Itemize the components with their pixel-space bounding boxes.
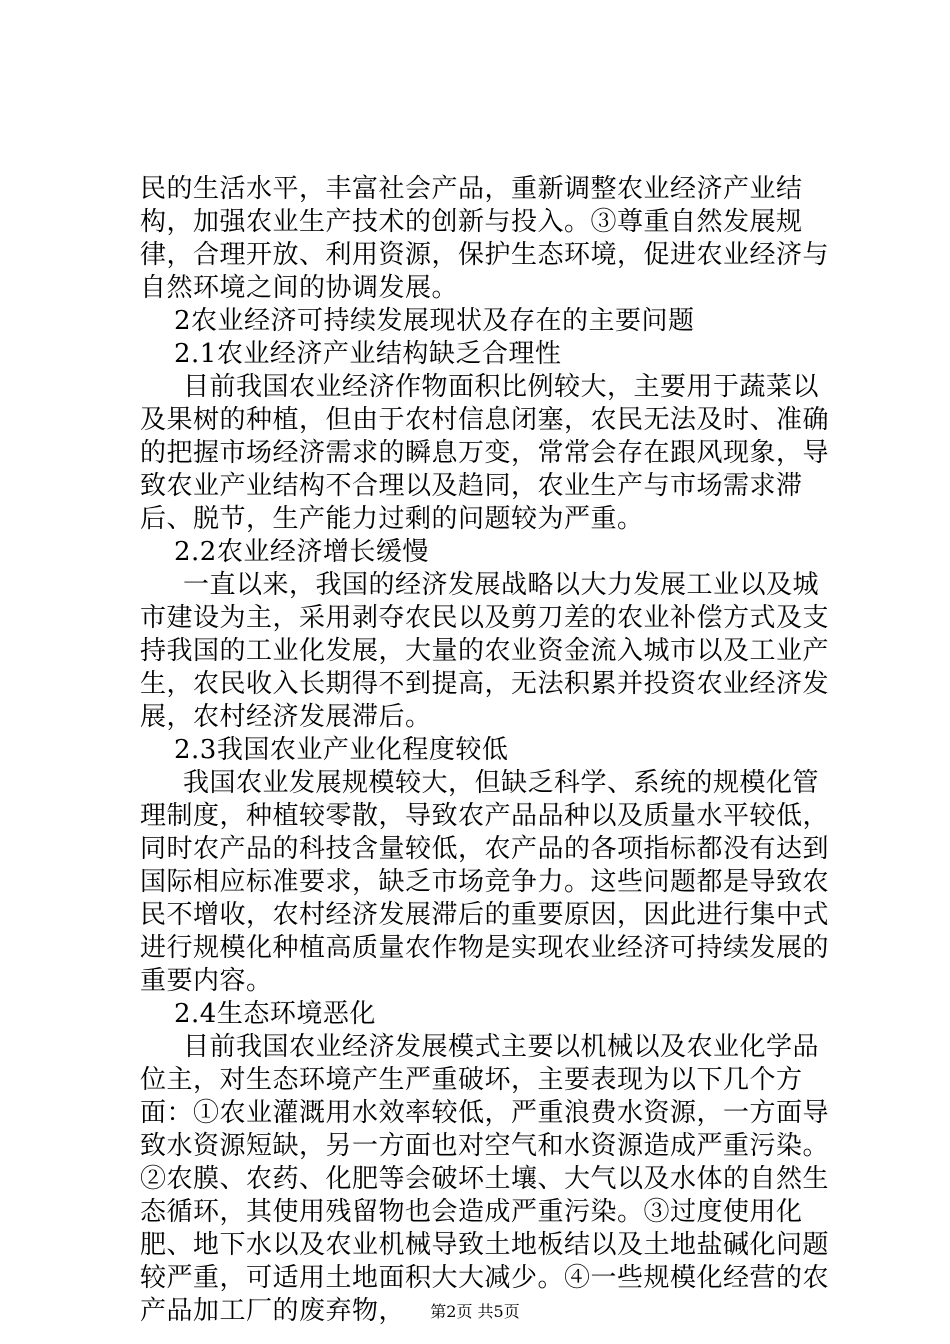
section-heading-2-1: 2.1农业经济产业结构缺乏合理性: [174, 339, 562, 369]
section-heading-2: 2农业经济可持续发展现状及存在的主要问题: [174, 306, 695, 336]
page-footer: 第2页 共5页: [430, 1302, 520, 1321]
section-heading-2-3: 2.3我国农业产业化程度较低: [174, 735, 509, 765]
paragraph-2-3: 我国农业发展规模较大，但缺乏科学、系统的规模化管理制度，种植较零散，导致农产品品种以及质量水平较低，同时农产品的科技含量较低，农产品的各项指标都没有达到国际相应标准要求，缺乏市场竞争力。这些问题都是导致农民不增收，农村经济发展滞后的重要原因，因此进行集中式进行规模化种植高质量农作物是实现农业经济可持续发展的重要内容。: [140, 768, 830, 996]
section-heading-2-4: 2.4生态环境恶化: [174, 999, 376, 1029]
paragraph-2-1: 目前我国农业经济作物面积比例较大，主要用于蔬菜以及果树的种植，但由于农村信息闭塞，农民无法及时、准确的把握市场经济需求的瞬息万变，常常会存在跟风现象，导致农业产业结构不合理以及趋同，农业生产与市场需求滞后、脱节，生产能力过剩的问题较为严重。: [140, 372, 830, 534]
paragraph-2-2: 一直以来，我国的经济发展战略以大力发展工业以及城市建设为主，采用剥夺农民以及剪刀差的农业补偿方式及支持我国的工业化发展，大量的农业资金流入城市以及工业产生，农民收入长期得不到提高，无法积累并投资农业经济发展，农村经济发展滞后。: [140, 570, 830, 732]
paragraph-2-4: 目前我国农业经济发展模式主要以机械以及农业化学品位主，对生态环境产生严重破坏，主要表现为以下几个方面：①农业灌溉用水效率较低，严重浪费水资源，一方面导致水资源短缺，另一方面也对空气和水资源造成严重污染。②农膜、农药、化肥等会破坏土壤、大气以及水体的自然生态循环，其使用残留物也会造成严重污染。③过度使用化肥、地下水以及农业机械导致土地板结以及土地盐碱化问题较严重，可适用土地面积大大减少。④一些规模化经营的农产品加工厂的废弃物，: [140, 1032, 830, 1326]
document-body: [140, 173, 830, 1328]
paragraph-continuation: 民的生活水平，丰富社会产品，重新调整农业经济产业结构，加强农业生产技术的创新与投入。③尊重自然发展规律，合理开放、利用资源，保护生态环境，促进农业经济与自然环境之间的协调发展。: [140, 174, 830, 303]
section-heading-2-2: 2.2农业经济增长缓慢: [174, 537, 429, 567]
